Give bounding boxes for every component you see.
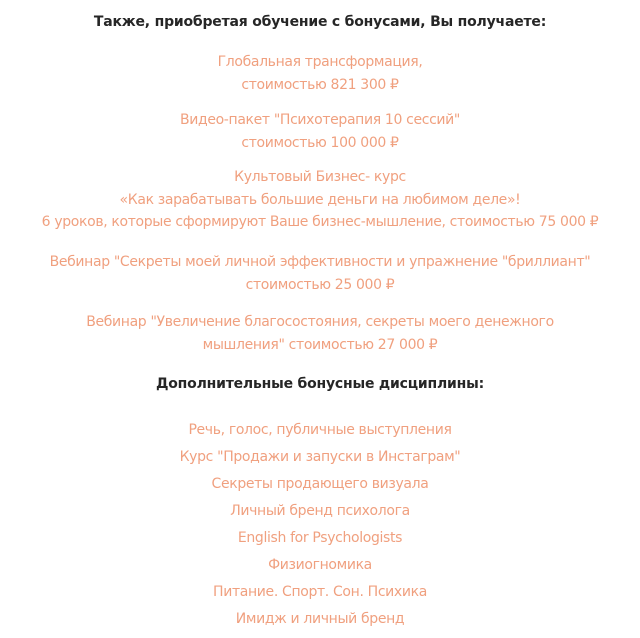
bonus-price: мышления" стоимостью 27 000 ₽ [202,337,438,353]
discipline-item: Речь, голос, публичные выступления [188,422,452,438]
bonus-title: Культовый Бизнес- курс [234,169,406,185]
bonus-title: Видео-пакет "Психотерапия 10 сессий" [180,112,460,128]
discipline-item: Физиогномика [268,557,372,573]
bonus-title: Глобальная трансформация, [217,54,423,70]
discipline-item: Личный бренд психолога [230,503,410,519]
bonus-title: Вебинар "Секреты моей личной эффективности и упражнение "бриллиант" [49,254,591,270]
discipline-item: English for Psychologists [237,530,403,546]
bonus-title: Вебинар "Увеличение благосостояния, секреты моего денежного [86,314,554,330]
bonus-price: стоимостью 100 000 ₽ [241,135,399,151]
bonus-price: стоимостью 25 000 ₽ [245,277,395,293]
bonus-price: стоимостью 821 300 ₽ [241,77,399,93]
bonus-subtitle: «Как зарабатывать большие деньги на любимом деле»! [119,192,521,208]
discipline-item: Секреты продающего визуала [211,476,429,492]
bonus-price: 6 уроков, которые сформируют Ваше бизнес-мышление, стоимостью 75 000 ₽ [41,214,599,230]
discipline-item: Питание. Спорт. Сон. Психика [213,584,427,600]
discipline-item: Курс "Продажи и запуски в Инстаграм" [179,449,461,465]
discipline-item: Имидж и личный бренд [235,611,405,627]
disciplines-heading: Дополнительные бонусные дисциплины: [156,376,484,392]
bonuses-heading: Также, приобретая обучение с бонусами, Вы получаете: [93,14,547,30]
